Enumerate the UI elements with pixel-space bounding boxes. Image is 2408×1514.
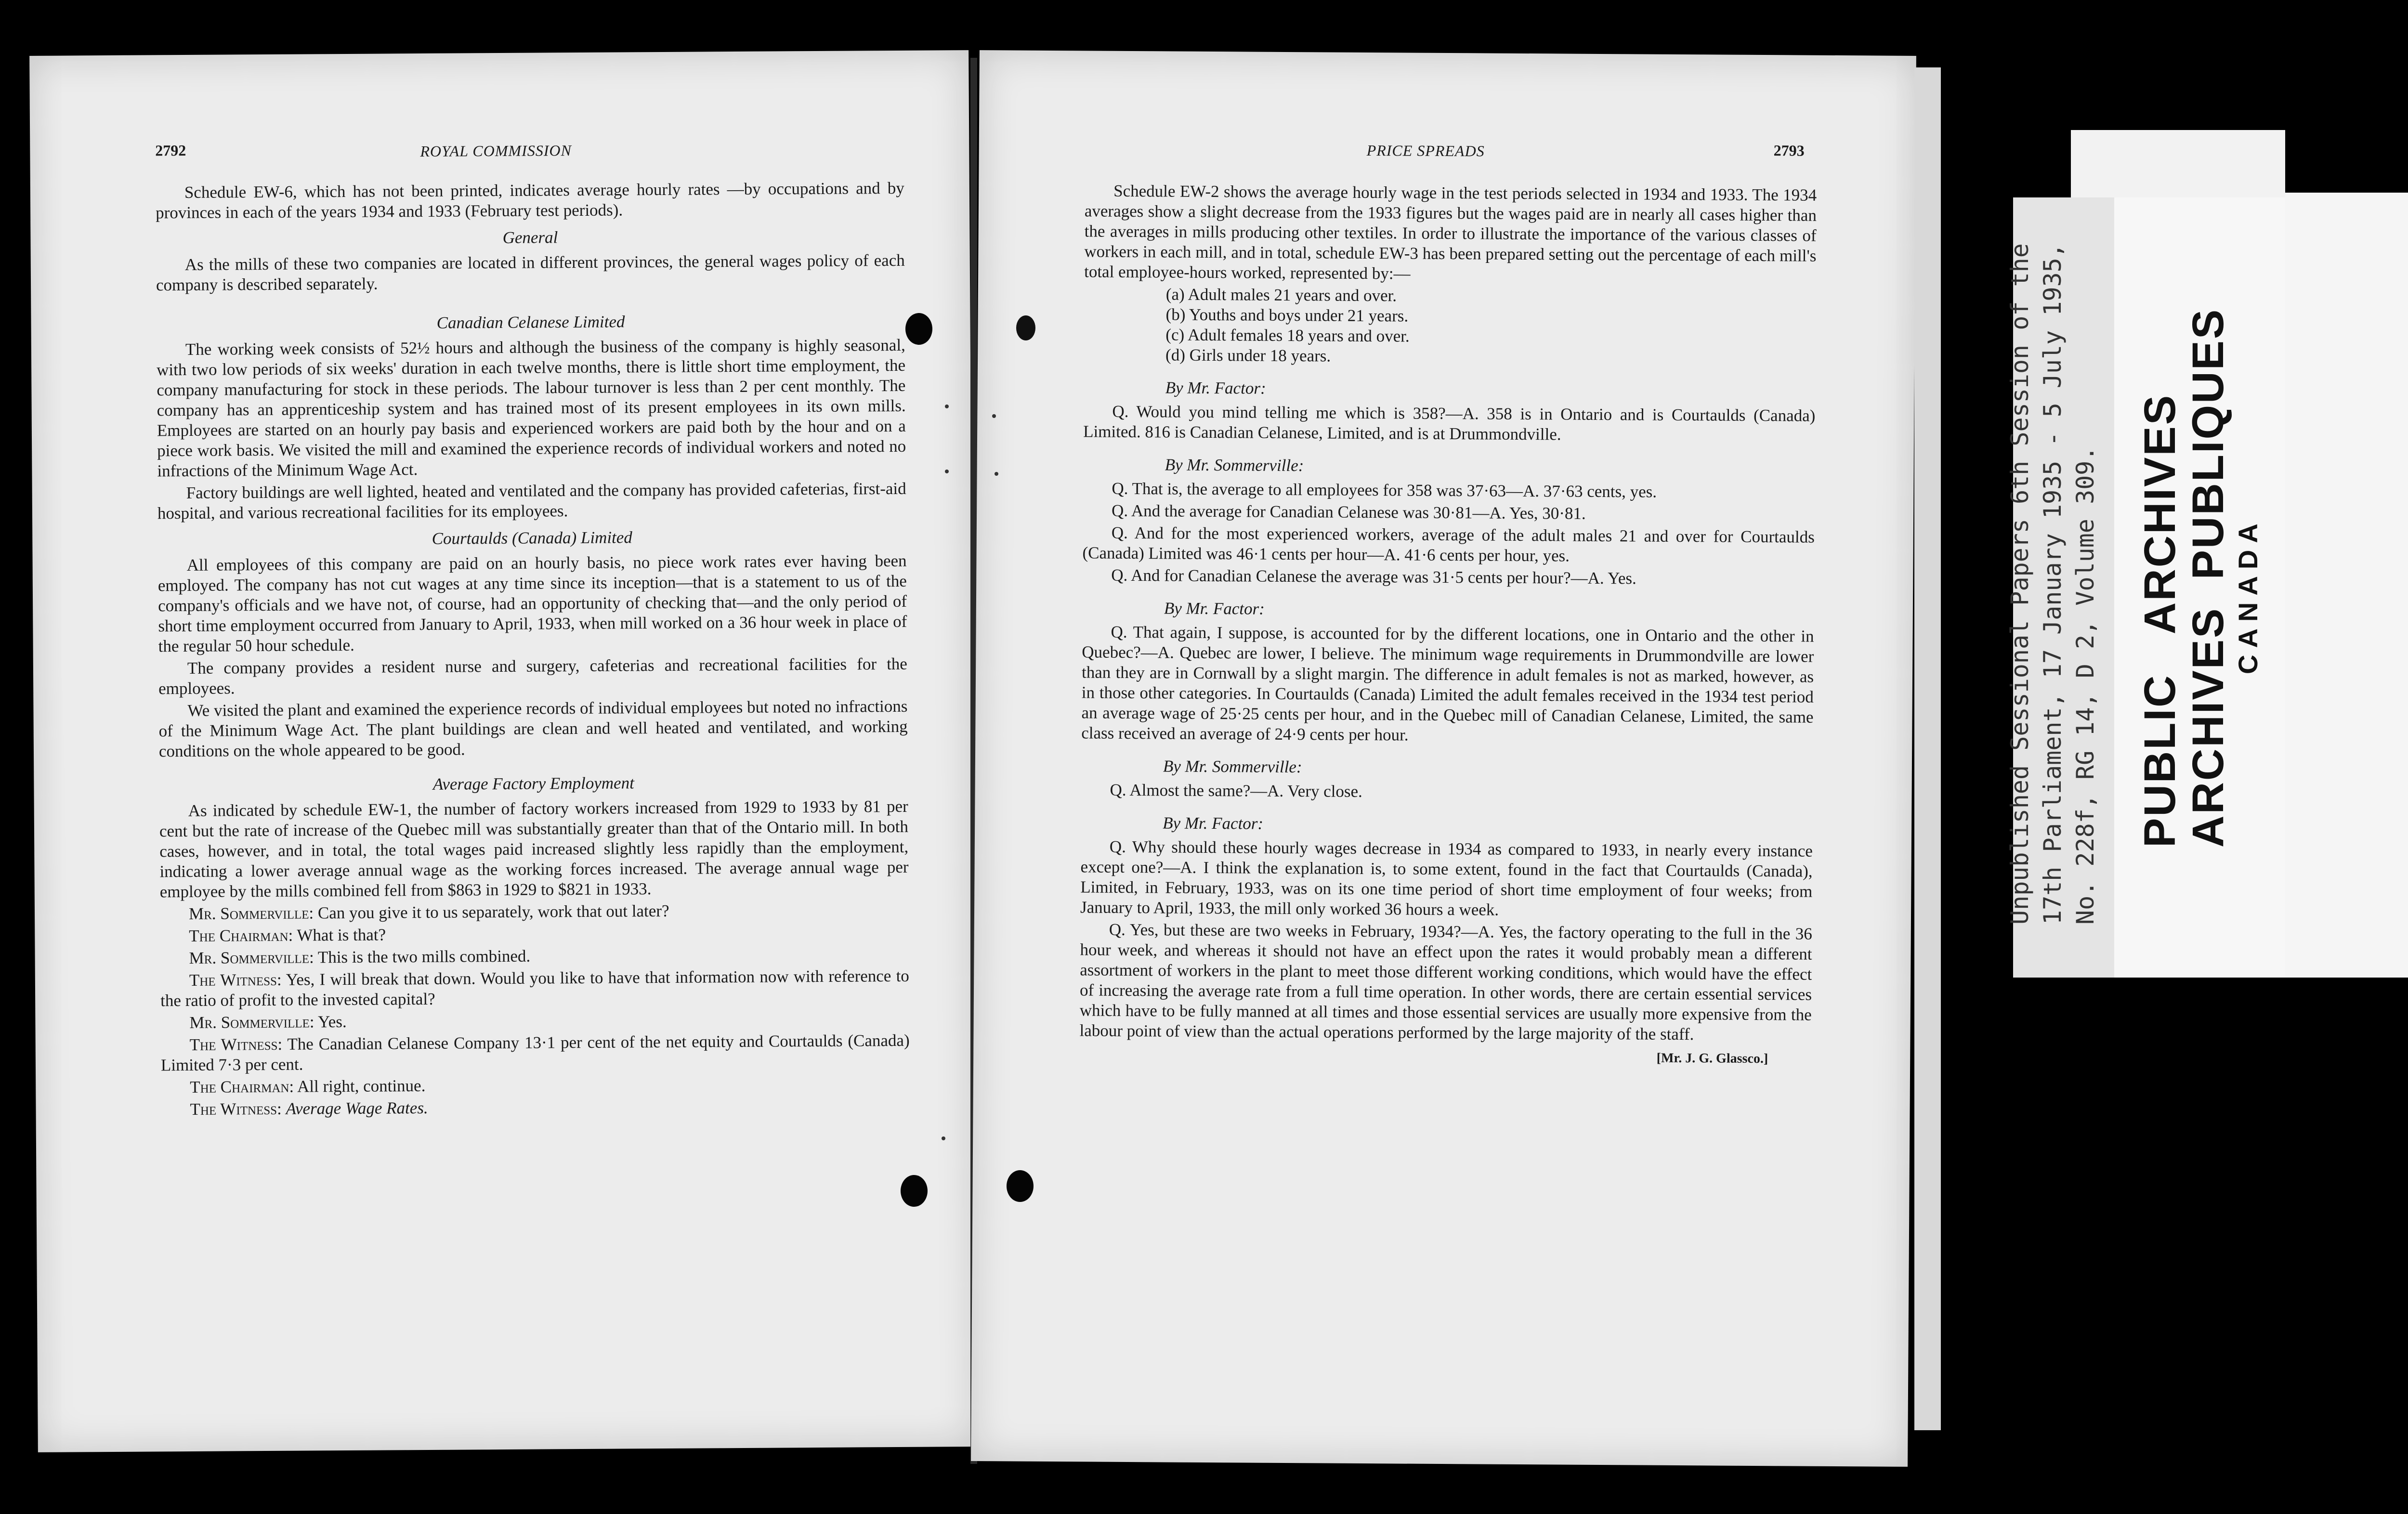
archive-card <box>2285 193 2408 978</box>
paragraph: Q. Yes, but these are two weeks in February, 1934?—A. Yes, the factory operating to the full in the 36 hour week, and whereas it should not have an effect upon the rates it would probably mean a different assortment of workers in the plant to meet those different working conditions, which would have the effect of increasing the average rate from a full time operation. In other words, there are certain essential services which have to be fully manned at all times and those essential services are usually more expensive from the labour point of view than the actual operations performed by the large majority of the staff. <box>1079 920 1812 1044</box>
list-item: (c) Adult females 18 years and over. <box>1165 325 1410 346</box>
speck <box>992 414 996 418</box>
paragraph: Schedule EW-6, which has not been printed, indicates average hourly rates —by occupations and by provinces in each of the years 1934 and 1933 (February test periods). <box>156 178 904 222</box>
source-note: Unpublished Sessional Papers 6th Session of the 17th Parliament, 17 January 1935 - 5 July 1935, No. 228f, RG 14, D 2, Volume 309. <box>2006 243 2099 925</box>
paragraph: We visited the plant and examined the experience records of individual employees but noted no infractions of the Minimum Wage Act. The plant buildings are clean and well heated and ventilated, and working conditions on the whole appeared to be good. <box>158 696 908 761</box>
examiner-heading: By Mr. Sommerville: <box>1165 455 1304 475</box>
paragraph: The company provides a resident nurse and surgery, cafeterias and recreational facilities for the employees. <box>158 654 908 698</box>
page-number: 2792 <box>155 142 186 159</box>
section-heading: Courtaulds (Canada) Limited <box>432 528 632 548</box>
paragraph: Q. Almost the same?—A. Very close. <box>1110 780 1362 801</box>
dialogue-line: The Chairman: What is that? <box>189 925 386 945</box>
paragraph: Q. And the average for Canadian Celanese was 30·81—A. Yes, 30·81. <box>1112 501 1586 523</box>
paragraph: As indicated by schedule EW-1, the number of factory workers increased from 1929 to 1933 by 81 per cent but the rate of increase of the Quebec mill was substantially greater than that of the Ontario mill. In both cases, however, and in total, the total wages paid increased slightly less rapidly than the employment, indicating a lower average annual wage as the working forces increased. The average annual wage per employee by the mills combined fell from $863 in 1929 to $821 in 1933. <box>159 796 909 901</box>
dialogue-line: Mr. Sommerville: This is the two mills combined. <box>189 946 531 967</box>
dialogue-line: The Witness: Yes, I will break that down. Would you like to have that information now with reference to the ratio of profit to the invested capital? <box>160 966 909 1010</box>
paragraph: Schedule EW-2 shows the average hourly wage in the test periods selected in 1934 and 1933. The 1934 averages show a slight decrease from the 1933 figures but the wages paid are in nearly all cases higher than the averages in mills producing other textiles. In order to illustrate the importance of the various classes of workers in each mill, and in total, schedule EW-3 has been prepared setting out the percentage of each mill's total employee-hours worked, represented by:— <box>1084 181 1817 283</box>
page-number: 2793 <box>1773 142 1805 159</box>
punch-hole <box>1007 1170 1034 1202</box>
running-head: ROYAL COMMISSION <box>420 142 572 160</box>
dialogue-line: Mr. Sommerville: Yes. <box>189 1012 347 1032</box>
examiner-heading: By Mr. Factor: <box>1163 813 1264 833</box>
section-heading: Canadian Celanese Limited <box>436 312 625 332</box>
list-item: (b) Youths and boys under 21 years. <box>1165 305 1409 326</box>
paragraph: Q. And for Canadian Celanese the average was 31·5 cents per hour?—A. Yes. <box>1111 565 1636 588</box>
left-body <box>156 178 910 1122</box>
section-heading: Average Factory Employment <box>432 773 634 794</box>
list-item: (d) Girls under 18 years. <box>1165 345 1331 365</box>
list-item: (a) Adult males 21 years and over. <box>1165 285 1397 305</box>
section-heading: General <box>502 228 558 247</box>
paragraph: As the mills of these two companies are located in different provinces, the general wages policy of each company is described separately. <box>156 250 905 295</box>
archive-card <box>2114 130 2285 202</box>
examiner-heading: By Mr. Sommerville: <box>1163 757 1302 777</box>
right-body <box>1079 181 1817 1071</box>
paragraph: Factory buildings are well lighted, heated and ventilated and the company has provided cafeterias, first-aid hospital, and various recreational facilities for its employees. <box>157 479 906 523</box>
archives-logo-text: PUBLIC ARCHIVES ARCHIVES PUBLIQUES <box>2135 308 2233 848</box>
paragraph: All employees of this company are paid on an hourly basis, no piece work rates ever having been employed. The company has not cut wages at any time since its inception—that is a statement to us of the company's officials and we have not, of course, had an opportunity of checking that—and the only period of short time employment occurred from January to April, 1933, when mill worked on a 36 hour week in place of the regular 50 hour schedule. <box>157 551 907 656</box>
dialogue-line: The Chairman: All right, continue. <box>190 1076 426 1096</box>
dialogue-line: The Witness: Average Wage Rates. <box>190 1098 428 1119</box>
punch-hole <box>1016 315 1035 340</box>
speck <box>942 1136 945 1140</box>
right-page <box>971 50 1916 1467</box>
signature: [Mr. J. G. Glassco.] <box>1656 1050 1768 1067</box>
paragraph: The working week consists of 52½ hours and although the business of the company is highly seasonal, with two low periods of six weeks' duration in each twelve months, there is little short time employment, the company manufacturing for stock in these periods. The labour turnover is less than 2 per cent monthly. The company has an apprenticeship system and has trained most of its present employees in its own mills. Employees are started on an hourly pay basis and experienced workers are paid both by the hour and on a piece work basis. We visited the mill and examined the experience records of individual workers and noted no infractions of the Minimum Wage Act. <box>157 335 906 481</box>
left-page <box>29 50 977 1452</box>
speck <box>945 470 949 473</box>
canada-label: CANADA <box>2233 517 2263 674</box>
page-edge <box>1914 67 1941 1430</box>
paragraph: Q. That again, I suppose, is accounted for by the different locations, one in Ontario and the other in Quebec?—A. Quebec are lower, I believe. The minimum wage requirements in Drummondville are lower than they are in Cornwall by a slight margin. The difference in adult females is not as marked, however, as in those other categories. In Courtaulds (Canada) Limited the adult females received in the 1934 test period an average wage of 25·25 cents per hour, and in the Quebec mill of Canadian Celanese, Limited, the same class received an average of 24·9 cents per hour. <box>1081 622 1814 744</box>
punch-hole <box>901 1175 928 1207</box>
paragraph: Q. Would you mind telling me which is 358?—A. 358 is in Ontario and is Courtaulds (Canada) Limited. 816 is Canadian Celanese, Limited, and is at Drummondville. <box>1083 402 1816 444</box>
dialogue-line: Mr. Sommerville: Can you give it to us separately, work that out later? <box>188 901 669 923</box>
punch-hole <box>905 313 932 345</box>
examiner-heading: By Mr. Factor: <box>1164 599 1265 618</box>
speck <box>995 472 998 476</box>
paragraph: Q. And for the most experienced workers, average of the adult males 21 and over for Courtaulds (Canada) Limited was 46·1 cents per hour—A. 41·6 cents per hour, yes. <box>1082 523 1815 565</box>
dialogue-line: The Witness: The Canadian Celanese Company 13·1 per cent of the net equity and Courtaulds (Canada) Limited 7·3 per cent. <box>160 1031 910 1075</box>
speck <box>945 405 949 408</box>
examiner-heading: By Mr. Factor: <box>1165 378 1266 398</box>
paragraph: Q. Why should these hourly wages decrease in 1934 as compared to 1933, in nearly every instance except one?—A. I think the explanation is, to some extent, found in the fact that Courtaulds (Canada), Limited, in February, 1933, was on its one time period of short time employment of four weeks; from January to April, 1933, the mill only worked 36 hours a week. <box>1080 837 1813 919</box>
running-head: PRICE SPREADS <box>1366 142 1485 160</box>
paragraph: Q. That is, the average to all employees for 358 was 37·63—A. 37·63 cents, yes. <box>1112 479 1657 501</box>
